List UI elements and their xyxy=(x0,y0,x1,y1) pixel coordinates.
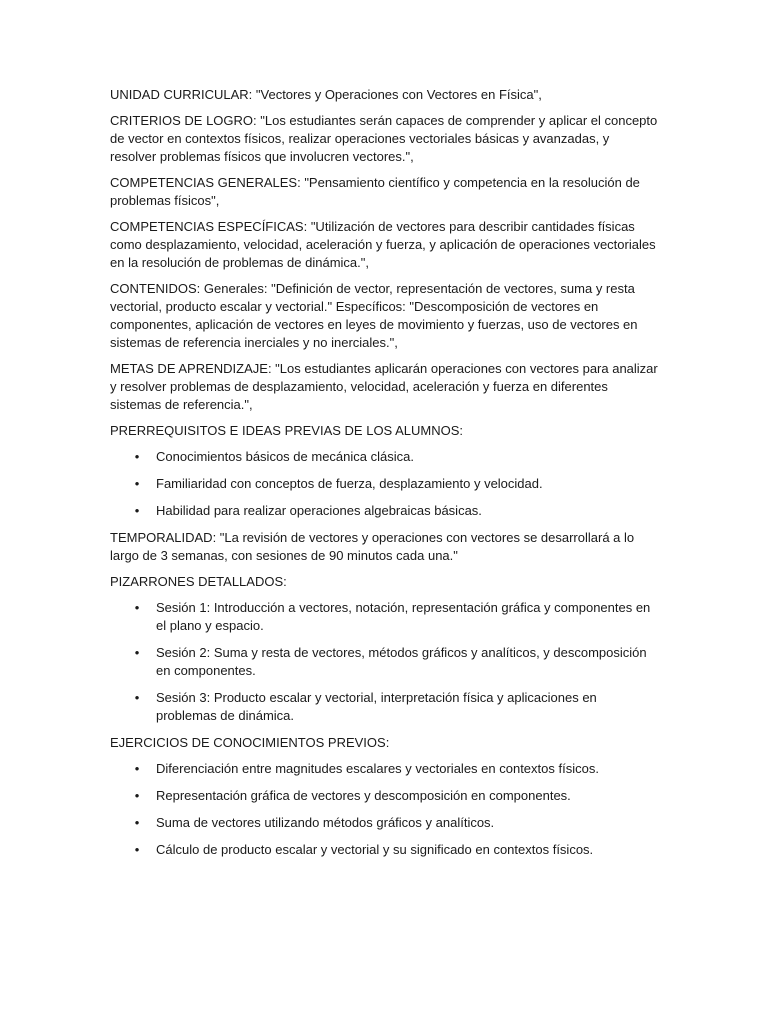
bullet-icon: • xyxy=(134,503,140,518)
list-item-text: Familiaridad con conceptos de fuerza, desplazamiento y velocidad. xyxy=(156,476,543,491)
pizarrones-heading: PIZARRONES DETALLADOS: xyxy=(110,574,287,589)
contenidos-paragraph: CONTENIDOS: Generales: "Definición de vector, representación de vectores, suma y resta vectorial, producto escalar y vectorial." Específicos: "Descomposición de vectores en componentes, aplicación de vectores en leyes de movimiento y fuerzas, uso de vectores en sistemas de referencia inerciales y no inerciales.", xyxy=(110,281,638,350)
list-item xyxy=(110,475,658,493)
pizarrones-list xyxy=(110,599,658,725)
list-item xyxy=(110,689,658,725)
temporalidad-paragraph: TEMPORALIDAD: "La revisión de vectores y operaciones con vectores se desarrollará a lo largo de 3 semanas, con sesiones de 90 minutos cada una." xyxy=(110,530,635,563)
list-item xyxy=(110,502,658,520)
unidad-curricular-paragraph: UNIDAD CURRICULAR: "Vectores y Operaciones con Vectores en Física", xyxy=(110,87,542,102)
list-item xyxy=(110,448,658,466)
competencias-generales-paragraph: COMPETENCIAS GENERALES: "Pensamiento científico y competencia en la resolución de problemas físicos", xyxy=(110,175,640,208)
list-item-text: Suma de vectores utilizando métodos gráficos y analíticos. xyxy=(156,815,495,830)
list-item-text: Representación gráfica de vectores y descomposición en componentes. xyxy=(156,788,571,803)
list-item-text: Habilidad para realizar operaciones algebraicas básicas. xyxy=(156,503,482,518)
metas-de-aprendizaje-paragraph: METAS DE APRENDIZAJE: "Los estudiantes aplicarán operaciones con vectores para analizar y resolver problemas de desplazamiento, velocidad, aceleración y fuerza en diferentes sistemas de referencia.", xyxy=(110,361,658,412)
bullet-icon: • xyxy=(134,761,140,776)
bullet-icon: • xyxy=(134,690,140,705)
prerrequisitos-heading: PRERREQUISITOS E IDEAS PREVIAS DE LOS ALUMNOS: xyxy=(110,423,464,438)
list-item xyxy=(110,760,658,778)
bullet-icon: • xyxy=(134,449,140,464)
list-item xyxy=(110,644,658,680)
bullet-icon: • xyxy=(134,476,140,491)
list-item-text: Sesión 1: Introducción a vectores, notación, representación gráfica y componentes en el plano y espacio. xyxy=(156,600,651,633)
list-item-text: Sesión 3: Producto escalar y vectorial, interpretación física y aplicaciones en problemas de dinámica. xyxy=(156,690,597,723)
bullet-icon: • xyxy=(134,788,140,803)
list-item xyxy=(110,841,658,859)
ejercicios-list xyxy=(110,760,658,859)
list-item-text: Sesión 2: Suma y resta de vectores, métodos gráficos y analíticos, y descomposición en componentes. xyxy=(156,645,647,678)
bullet-icon: • xyxy=(134,815,140,830)
list-item-text: Diferenciación entre magnitudes escalares y vectoriales en contextos físicos. xyxy=(156,761,599,776)
prerrequisitos-list xyxy=(110,448,658,520)
list-item xyxy=(110,787,658,805)
criterios-de-logro-paragraph: CRITERIOS DE LOGRO: "Los estudiantes serán capaces de comprender y aplicar el concepto de vector en contextos físicos, realizar operaciones vectoriales básicas y avanzadas, y resolver problemas físicos que involucren vectores.", xyxy=(110,113,658,164)
list-item-text: Cálculo de producto escalar y vectorial y su significado en contextos físicos. xyxy=(156,842,594,857)
ejercicios-heading: EJERCICIOS DE CONOCIMIENTOS PREVIOS: xyxy=(110,735,390,750)
competencias-especificas-paragraph: COMPETENCIAS ESPECÍFICAS: "Utilización de vectores para describir cantidades físicas como desplazamiento, velocidad, aceleración y fuerza, y aplicación de operaciones vectoriales en la resolución de problemas de dinámica.", xyxy=(110,219,656,270)
bullet-icon: • xyxy=(134,600,140,615)
bullet-icon: • xyxy=(134,645,140,660)
list-item-text: Conocimientos básicos de mecánica clásica. xyxy=(156,449,414,464)
bullet-icon: • xyxy=(134,842,140,857)
list-item xyxy=(110,814,658,832)
list-item xyxy=(110,599,658,635)
